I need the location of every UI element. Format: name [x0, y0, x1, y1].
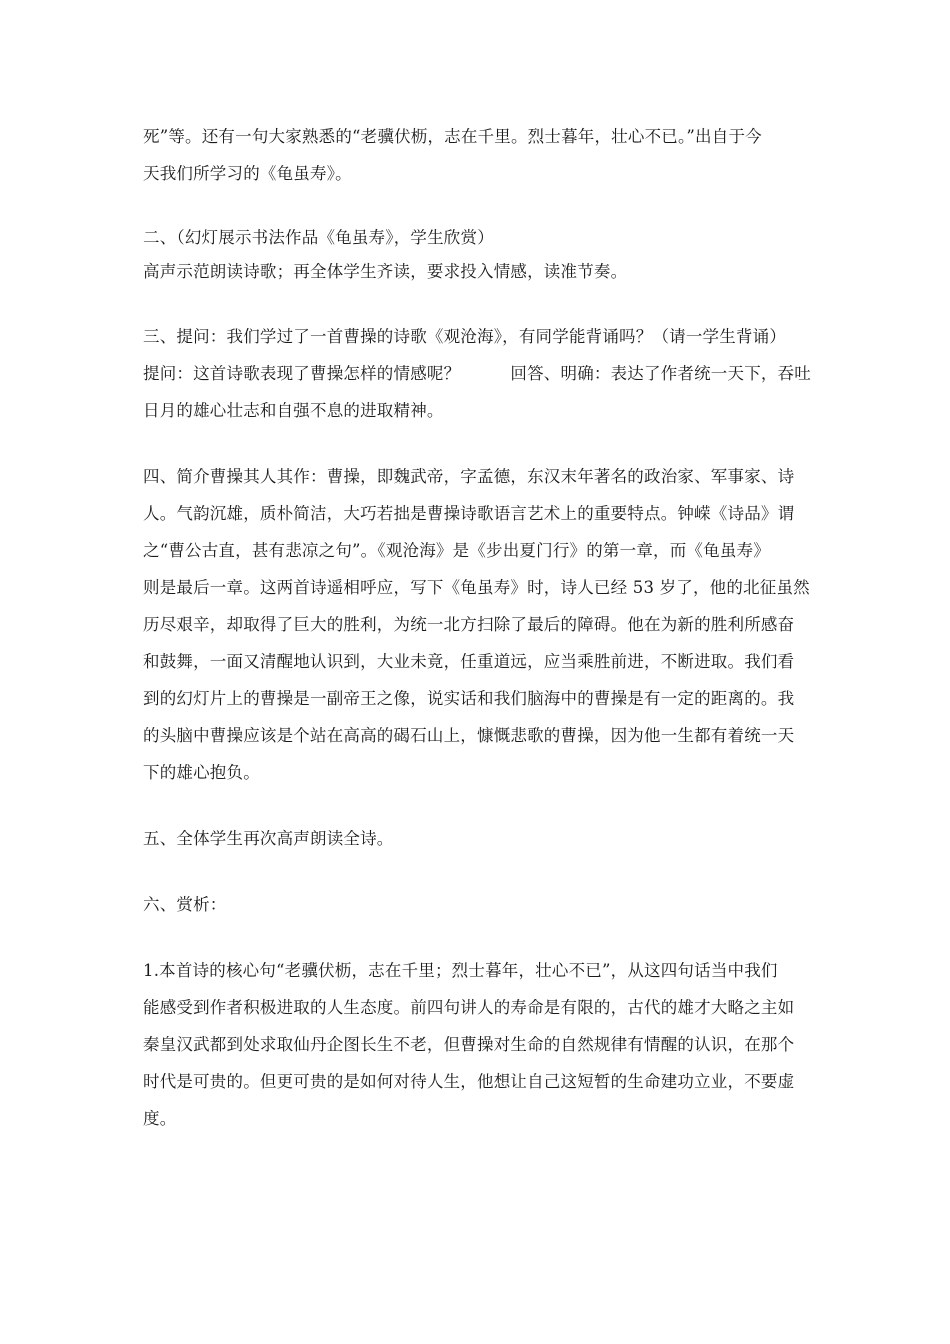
text-line: 时代是可贵的。但更可贵的是如何对待人生，他想让自己这短暂的生命建功立业，不要虚 [143, 1072, 795, 1091]
paragraph-section-2 [143, 221, 815, 289]
text-line: 则是最后一章。这两首诗遥相呼应，写下《龟虽寿》时，诗人已经 53 岁了，他的北征虽然 [143, 578, 810, 597]
paragraph-intro-quote [143, 118, 815, 192]
text-line: 高声示范朗读诗歌；再全体学生齐读，要求投入情感，读准节奏。 [143, 262, 628, 281]
section-heading: 二、（幻灯展示书法作品《龟虽寿》，学生欣赏） [143, 228, 494, 247]
text-line: 的头脑中曹操应该是个站在高高的碣石山上，慷慨悲歌的曹操，因为他一生都有着统一天 [143, 726, 795, 745]
text-line: 下的雄心抱负。 [143, 763, 260, 782]
paragraph-analysis-1 [143, 952, 815, 1137]
section-heading: 四、简介曹操其人其作：曹操，即魏武帝，字孟德，东汉末年著名的政治家、军事家、诗 [143, 467, 795, 486]
text-line: 提问：这首诗歌表现了曹操怎样的情感呢？ 回答、明确：表达了作者统一天下，吞吐 [143, 364, 811, 383]
text-line: 日月的雄心壮志和自强不息的进取精神。 [143, 401, 444, 420]
section-heading: 五、全体学生再次高声朗读全诗。 [143, 829, 394, 848]
document-page [143, 118, 815, 1166]
text-line: 能感受到作者积极进取的人生态度。前四句讲人的寿命是有限的，古代的雄才大略之主如 [143, 998, 795, 1017]
text-line: 到的幻灯片上的曹操是一副帝王之像，说实话和我们脑海中的曹操是有一定的距离的。我 [143, 689, 795, 708]
text-line: 天我们所学习的《龟虽寿》。 [143, 164, 352, 183]
text-line: 历尽艰辛，却取得了巨大的胜利，为统一北方扫除了最后的障碍。他在为新的胜利所感奋 [143, 615, 795, 634]
text-line: 1.本首诗的核心句“老骥伏枥，志在千里；烈士暮年，壮心不已”，从这四句话当中我们 [143, 961, 778, 980]
text-line: 秦皇汉武都到处求取仙丹企图长生不老，但曹操对生命的自然规律有情醒的认识，在那个 [143, 1035, 795, 1054]
paragraph-section-3 [143, 318, 815, 429]
text-line: 和鼓舞，一面又清醒地认识到，大业未竟，任重道远，应当乘胜前进，不断进取。我们看 [143, 652, 795, 671]
paragraph-section-5 [143, 820, 815, 857]
section-heading: 六、赏析： [143, 895, 227, 914]
paragraph-section-6 [143, 886, 815, 923]
section-heading: 三、提问：我们学过了一首曹操的诗歌《观沧海》，有同学能背诵吗？（请一学生背诵） [143, 327, 787, 346]
text-line: 人。气韵沉雄，质朴简洁，大巧若拙是曹操诗歌语言艺术上的重要特点。钟嵘《诗品》谓 [143, 504, 795, 523]
paragraph-section-4 [143, 458, 815, 791]
text-line: 度。 [143, 1109, 177, 1128]
text-line: 之“曹公古直，甚有悲凉之句”。《观沧海》是《步出夏门行》的第一章，而《龟虽寿》 [143, 541, 770, 560]
text-line: 死”等。还有一句大家熟悉的“老骥伏枥，志在千里。烈士暮年，壮心不已。”出自于今 [143, 127, 762, 146]
